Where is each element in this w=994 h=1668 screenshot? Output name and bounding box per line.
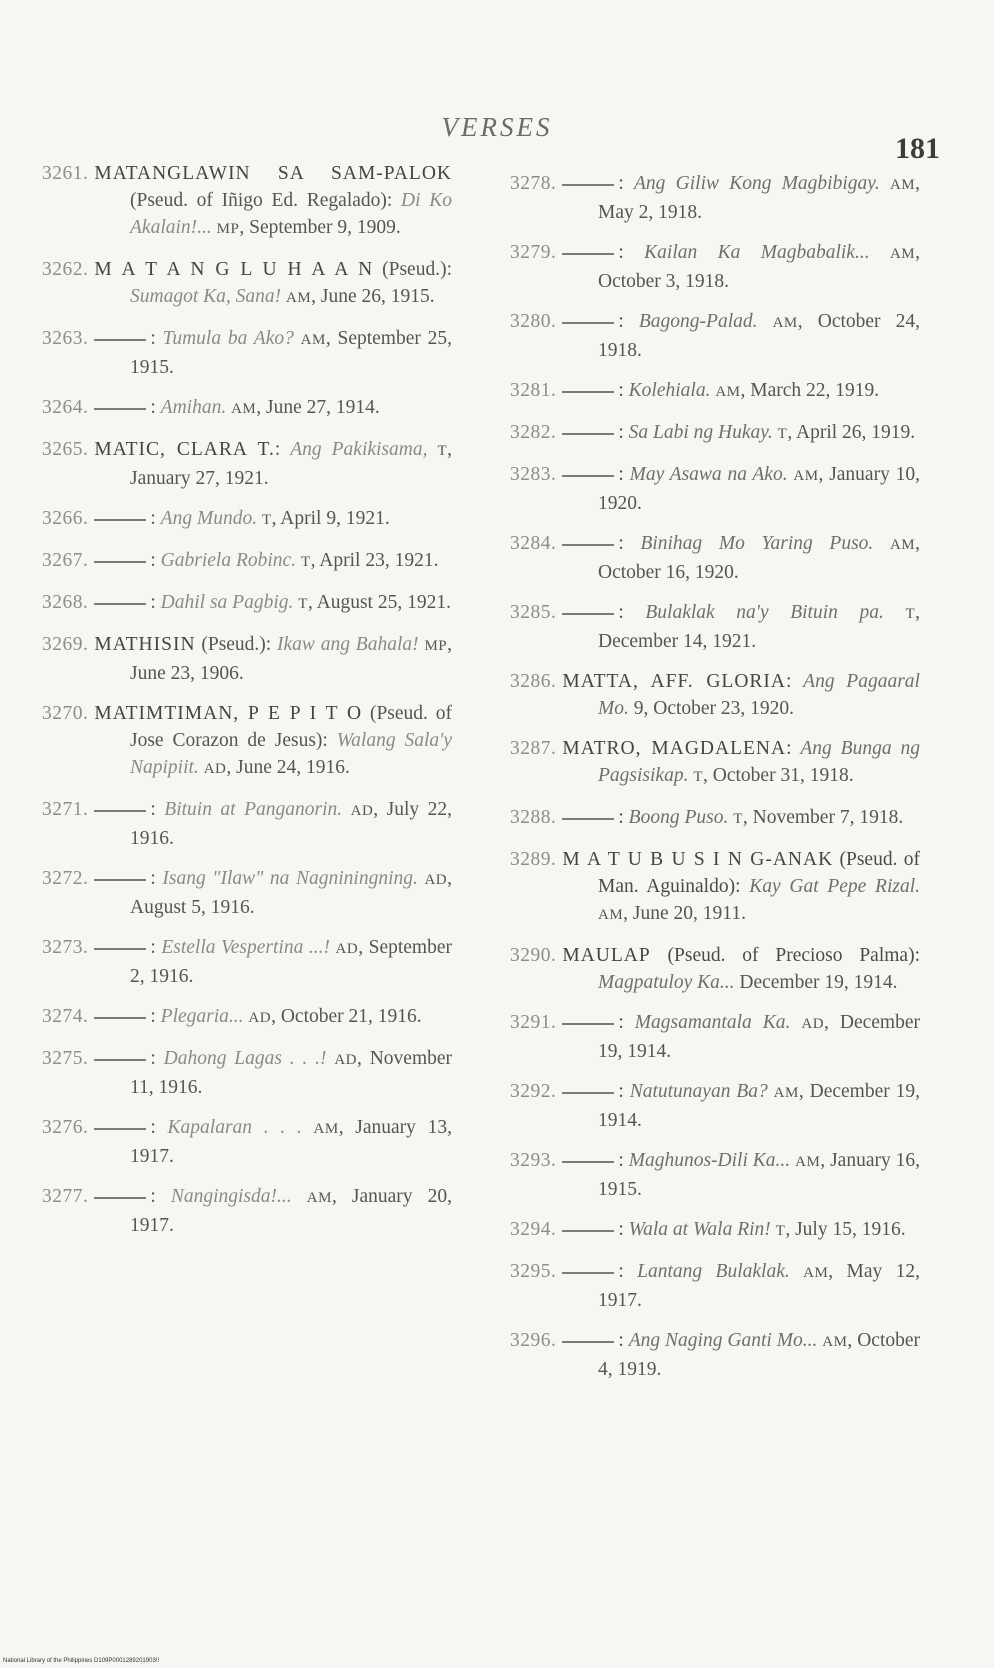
ditto-dash bbox=[94, 408, 146, 410]
entry-title: Maghunos-Dili Ka... bbox=[628, 1150, 791, 1171]
bibliography-entry bbox=[510, 170, 920, 226]
entry-text: (Pseud.): bbox=[373, 259, 452, 280]
bibliography-entry bbox=[42, 700, 452, 783]
bibliography-entry bbox=[42, 394, 452, 423]
ditto-dash bbox=[562, 1023, 614, 1025]
entry-title: Gabriela Robinc. bbox=[160, 550, 297, 571]
entry-publication: T bbox=[300, 554, 311, 570]
entry-title: Dahong Lagas . . .! bbox=[163, 1048, 327, 1069]
entry-author: M A T U B U S I N G-ANAK bbox=[562, 849, 834, 870]
entry-publication: AM bbox=[772, 315, 798, 331]
entry-text: : bbox=[786, 671, 804, 692]
entry-text: : bbox=[150, 937, 162, 958]
entry-date: , October 4, 1919. bbox=[598, 1330, 921, 1380]
entry-number: 3279. bbox=[510, 242, 557, 263]
bibliography-entry bbox=[42, 796, 452, 852]
entry-number: 3262. bbox=[42, 259, 89, 280]
bibliography-entry bbox=[510, 1327, 920, 1383]
ditto-dash bbox=[562, 818, 614, 820]
entry-title: Bulaklak na'y Bituin pa. bbox=[645, 602, 884, 623]
entry-title: Ikaw ang Bahala! bbox=[277, 634, 419, 655]
entry-date: , June 27, 1914. bbox=[256, 397, 380, 418]
bibliography-entry bbox=[42, 865, 452, 921]
ditto-dash bbox=[562, 253, 614, 255]
bibliography-entry bbox=[510, 239, 920, 295]
entry-date: , October 24, 1918. bbox=[598, 311, 920, 361]
entry-number: 3285. bbox=[510, 602, 557, 623]
entry-text: : bbox=[150, 550, 161, 571]
ditto-dash bbox=[94, 879, 146, 881]
page-number: 181 bbox=[895, 132, 940, 165]
entry-number: 3271. bbox=[42, 799, 89, 820]
entry-publication: T bbox=[298, 596, 308, 612]
entry-publication: AM bbox=[795, 1154, 821, 1170]
entry-title: Sumagot Ka, Sana! bbox=[130, 286, 282, 307]
entry-date: , March 22, 1919. bbox=[740, 380, 880, 401]
entry-text: : bbox=[150, 868, 163, 889]
entry-number: 3264. bbox=[42, 397, 89, 418]
entry-date: , May 2, 1918. bbox=[598, 173, 921, 223]
bibliography-entry bbox=[42, 325, 452, 381]
entry-date: , November 7, 1918. bbox=[742, 807, 904, 828]
bibliography-entry bbox=[510, 530, 920, 586]
entry-author: MATHISIN bbox=[94, 634, 196, 655]
entry-author: MATTA, AFF. GLORIA bbox=[562, 671, 786, 692]
entry-publication: AM bbox=[306, 1190, 332, 1206]
bibliography-entry bbox=[42, 436, 452, 492]
entry-title: Kay Gat Pepe Rizal. bbox=[749, 876, 921, 897]
bibliography-entry bbox=[510, 1009, 920, 1065]
entry-publication: T bbox=[905, 606, 916, 622]
entry-date: , July 22, 1916. bbox=[130, 799, 453, 849]
ditto-dash bbox=[562, 1092, 614, 1094]
entry-publication: AM bbox=[822, 1334, 848, 1350]
entry-date: , January 10, 1920. bbox=[598, 464, 920, 514]
entry-number: 3267. bbox=[42, 550, 89, 571]
entry-date: , December 19, 1914. bbox=[598, 1012, 920, 1062]
entry-title: Amihan. bbox=[160, 397, 227, 418]
entry-number: 3263. bbox=[42, 328, 89, 349]
entry-publication: AM bbox=[598, 907, 624, 923]
entry-title: Boong Puso. bbox=[628, 807, 729, 828]
entry-title: Isang "Ilaw" na Nagniningning. bbox=[162, 868, 418, 889]
entry-title: Ang Mundo. bbox=[160, 508, 258, 529]
entry-date: , December 14, 1921. bbox=[598, 602, 921, 652]
entry-publication: AD bbox=[801, 1016, 825, 1032]
entry-title: Kapalaran . . . bbox=[167, 1117, 302, 1138]
entry-date: , October 3, 1918. bbox=[598, 242, 920, 292]
entry-number: 3288. bbox=[510, 807, 557, 828]
entry-author: MATIC, CLARA T. bbox=[94, 439, 275, 460]
entry-number: 3280. bbox=[510, 311, 557, 332]
entry-text: : bbox=[618, 242, 645, 263]
entry-title: Magsamantala Ka. bbox=[634, 1012, 791, 1033]
entry-date: , January 27, 1921. bbox=[130, 439, 452, 489]
entry-number: 3278. bbox=[510, 173, 557, 194]
entry-text: : bbox=[150, 1186, 171, 1207]
entry-publication: AM bbox=[313, 1121, 339, 1137]
entry-publication: T bbox=[693, 769, 704, 785]
entry-title: Dahil sa Pagbig. bbox=[160, 592, 294, 613]
entry-title: Magpatuloy Ka... bbox=[598, 972, 735, 993]
entry-title: Kolehiala. bbox=[628, 380, 711, 401]
entry-text: (Pseud. of Iñigo Ed. Regalado): bbox=[130, 190, 402, 211]
entry-title: Natutunayan Ba? bbox=[629, 1081, 768, 1102]
ditto-dash bbox=[562, 544, 614, 546]
entry-text: : bbox=[786, 738, 801, 759]
entry-number: 3283. bbox=[510, 464, 557, 485]
entry-title: Lantang Bulaklak. bbox=[637, 1261, 790, 1282]
entry-date: , September 2, 1916. bbox=[130, 937, 452, 987]
bibliography-entry bbox=[510, 804, 920, 833]
entry-text: : bbox=[618, 311, 639, 332]
bibliography-entry bbox=[510, 846, 920, 929]
entry-publication: AM bbox=[286, 290, 312, 306]
entry-number: 3274. bbox=[42, 1006, 89, 1027]
entry-publication: AD bbox=[350, 803, 374, 819]
entry-author: MATIMTIMAN, P E P I T O bbox=[94, 703, 363, 724]
bibliography-entry bbox=[42, 1183, 452, 1239]
entry-text: : bbox=[274, 439, 291, 460]
bibliography-entry bbox=[510, 735, 920, 791]
entry-text: : bbox=[150, 592, 161, 613]
bibliography-entry bbox=[42, 547, 452, 576]
entry-number: 3294. bbox=[510, 1219, 557, 1240]
entry-text: : bbox=[618, 1330, 629, 1351]
entry-number: 3290. bbox=[510, 945, 557, 966]
bibliography-entry bbox=[510, 1216, 920, 1245]
bibliography-entry bbox=[510, 461, 920, 517]
entry-date: , April 26, 1919. bbox=[787, 422, 916, 443]
entry-number: 3276. bbox=[42, 1117, 89, 1138]
entry-publication: AM bbox=[889, 537, 916, 553]
entry-text: : bbox=[150, 1006, 161, 1027]
entry-date: , April 9, 1921. bbox=[271, 508, 390, 529]
entry-title: Sa Labi ng Hukay. bbox=[628, 422, 773, 443]
entry-date: , September 25, 1915. bbox=[130, 328, 453, 378]
entry-date: , May 12, 1917. bbox=[598, 1261, 921, 1311]
bibliography-entry bbox=[510, 942, 920, 996]
bibliography-entry bbox=[42, 1114, 452, 1170]
entry-title: Ang Pakikisama, bbox=[290, 439, 428, 460]
entry-date: , August 25, 1921. bbox=[307, 592, 451, 613]
entry-title: Walang Sala'y Napipiit. bbox=[130, 730, 452, 778]
entry-number: 3275. bbox=[42, 1048, 89, 1069]
bibliography-entry bbox=[42, 934, 452, 990]
entry-number: 3269. bbox=[42, 634, 89, 655]
entry-number: 3265. bbox=[42, 439, 89, 460]
entry-title: Ang Bunga ng Pagsisikap. bbox=[598, 738, 920, 786]
entry-publication: AM bbox=[715, 384, 741, 400]
entry-number: 3286. bbox=[510, 671, 557, 692]
entry-date: , June 24, 1916. bbox=[226, 757, 350, 778]
entry-publication: AM bbox=[889, 246, 916, 262]
bibliography-entry bbox=[42, 160, 452, 243]
ditto-dash bbox=[562, 322, 614, 324]
entry-text: : bbox=[150, 328, 163, 349]
entry-text: : bbox=[618, 1150, 629, 1171]
entry-text: : bbox=[618, 422, 629, 443]
entry-text: : bbox=[618, 602, 646, 623]
entry-publication: AD bbox=[248, 1010, 272, 1026]
entry-publication: AM bbox=[803, 1265, 829, 1281]
ditto-dash bbox=[562, 613, 614, 615]
entry-number: 3296. bbox=[510, 1330, 557, 1351]
entry-number: 3282. bbox=[510, 422, 557, 443]
entry-publication: AM bbox=[773, 1085, 799, 1101]
entry-text: : bbox=[618, 1012, 635, 1033]
entry-text: : bbox=[150, 1117, 168, 1138]
entry-date: , June 20, 1911. bbox=[623, 903, 746, 924]
entry-date: , July 15, 1916. bbox=[785, 1219, 906, 1240]
entry-text: : bbox=[618, 464, 630, 485]
entry-text: : bbox=[618, 1261, 638, 1282]
entry-number: 3295. bbox=[510, 1261, 557, 1282]
ditto-dash bbox=[562, 1161, 614, 1163]
entry-date: 9, October 23, 1920. bbox=[628, 698, 795, 719]
entry-number: 3268. bbox=[42, 592, 89, 613]
entry-author: M A T A N G L U H A A N bbox=[94, 259, 374, 280]
entry-author: MAULAP bbox=[562, 945, 651, 966]
bibliography-entry bbox=[42, 256, 452, 312]
entry-publication: AD bbox=[334, 1052, 358, 1068]
ditto-dash bbox=[94, 519, 146, 521]
entry-publication: T bbox=[775, 1223, 786, 1239]
entry-date: , April 23, 1921. bbox=[310, 550, 439, 571]
entry-date: , November 11, 1916. bbox=[130, 1048, 453, 1098]
entry-text: (Pseud. of Jose Corazon de Jesus): bbox=[130, 703, 452, 751]
entry-publication: AM bbox=[889, 177, 916, 193]
ditto-dash bbox=[94, 1059, 146, 1061]
entry-publication: AM bbox=[300, 332, 326, 348]
entry-number: 3284. bbox=[510, 533, 557, 554]
bibliography-entry bbox=[510, 599, 920, 655]
ditto-dash bbox=[562, 184, 614, 186]
entry-publication: MP bbox=[424, 638, 448, 654]
entry-text: : bbox=[618, 807, 629, 828]
entry-title: Nangingisda!... bbox=[170, 1186, 292, 1207]
entry-title: Tumula ba Ako? bbox=[162, 328, 294, 349]
ditto-dash bbox=[94, 1128, 146, 1130]
ditto-dash bbox=[562, 475, 614, 477]
entry-number: 3277. bbox=[42, 1186, 89, 1207]
entry-number: 3292. bbox=[510, 1081, 557, 1102]
entry-publication: AD bbox=[203, 761, 227, 777]
entry-title: Bituin at Panganorin. bbox=[164, 799, 343, 820]
entry-text: : bbox=[618, 1219, 629, 1240]
bibliography-entry bbox=[42, 1045, 452, 1101]
entry-title: Kailan Ka Magbabalik... bbox=[644, 242, 870, 263]
entry-title: Binihag Mo Yaring Puso. bbox=[640, 533, 874, 554]
entry-number: 3270. bbox=[42, 703, 89, 724]
entry-text: : bbox=[618, 533, 641, 554]
entry-date: , September 9, 1909. bbox=[239, 217, 401, 238]
entry-publication: T bbox=[733, 811, 743, 827]
ditto-dash bbox=[562, 1272, 614, 1274]
entry-date: , October 21, 1916. bbox=[271, 1006, 422, 1027]
entry-text: : bbox=[150, 799, 165, 820]
bibliography-entry bbox=[510, 668, 920, 722]
entry-title: Di Ko Akalain!... bbox=[130, 190, 453, 238]
bibliography-entry bbox=[42, 589, 452, 618]
ditto-dash bbox=[94, 561, 146, 563]
entry-publication: AM bbox=[231, 401, 257, 417]
bibliography-entry bbox=[510, 308, 920, 364]
ditto-dash bbox=[562, 1230, 614, 1232]
entry-title: May Asawa na Ako. bbox=[629, 464, 788, 485]
entry-author: MATANGLAWIN SA SAM-PALOK bbox=[94, 163, 452, 184]
entry-date: , August 5, 1916. bbox=[130, 868, 452, 918]
entry-title: Estella Vespertina ...! bbox=[161, 937, 330, 958]
entry-date: December 19, 1914. bbox=[734, 972, 898, 993]
ditto-dash bbox=[94, 810, 146, 812]
ditto-dash bbox=[562, 391, 614, 393]
entry-text: : bbox=[618, 173, 635, 194]
entry-text: : bbox=[150, 508, 161, 529]
entry-publication: AD bbox=[424, 872, 448, 888]
entry-title: Ang Giliw Kong Magbibigay. bbox=[634, 173, 880, 194]
entry-text: : bbox=[150, 1048, 164, 1069]
entry-number: 3281. bbox=[510, 380, 557, 401]
bibliography-entry bbox=[42, 505, 452, 534]
entry-date: , January 20, 1917. bbox=[130, 1186, 452, 1236]
entry-publication: MP bbox=[216, 221, 240, 237]
entry-text: : bbox=[150, 397, 161, 418]
entry-date: , December 19, 1914. bbox=[598, 1081, 921, 1131]
entry-title: Plegaria... bbox=[160, 1006, 244, 1027]
ditto-dash bbox=[94, 603, 146, 605]
ditto-dash bbox=[94, 1017, 146, 1019]
entry-date: , January 16, 1915. bbox=[598, 1150, 921, 1200]
entry-number: 3273. bbox=[42, 937, 89, 958]
entry-number: 3272. bbox=[42, 868, 89, 889]
entry-title: Ang Naging Ganti Mo... bbox=[628, 1330, 818, 1351]
entry-number: 3293. bbox=[510, 1150, 557, 1171]
running-head: VERSES bbox=[441, 112, 553, 142]
entry-number: 3291. bbox=[510, 1012, 557, 1033]
entry-number: 3289. bbox=[510, 849, 557, 870]
entry-date: , January 13, 1917. bbox=[130, 1117, 453, 1167]
entry-publication: AD bbox=[335, 941, 359, 957]
bibliography-entry bbox=[510, 1078, 920, 1134]
entry-text: : bbox=[618, 380, 629, 401]
bibliography-entry bbox=[510, 1258, 920, 1314]
footer-watermark: National Library of the Philippines D109P0001289201903!! bbox=[3, 1658, 160, 1664]
entry-number: 3287. bbox=[510, 738, 557, 759]
ditto-dash bbox=[94, 339, 146, 341]
entry-number: 3266. bbox=[42, 508, 89, 529]
entry-title: Wala at Wala Rin! bbox=[628, 1219, 771, 1240]
entry-publication: T bbox=[777, 426, 788, 442]
bibliography-entry bbox=[510, 1147, 920, 1203]
entry-title: Bagong-Palad. bbox=[638, 311, 758, 332]
entry-number: 3261. bbox=[42, 163, 89, 184]
entry-publication: AM bbox=[793, 468, 819, 484]
entry-date: , June 26, 1915. bbox=[311, 286, 435, 307]
entry-title: Ang Pagaaral Mo. bbox=[598, 671, 920, 719]
ditto-dash bbox=[94, 1197, 146, 1199]
bibliography-entry bbox=[510, 419, 920, 448]
ditto-dash bbox=[94, 948, 146, 950]
entry-date: , June 23, 1906. bbox=[130, 634, 452, 684]
entry-text: (Pseud. of Precioso Palma): bbox=[650, 945, 920, 966]
entry-text: (Pseud.): bbox=[195, 634, 278, 655]
ditto-dash bbox=[562, 433, 614, 435]
bibliography-entry bbox=[510, 377, 920, 406]
bibliography-entry bbox=[42, 1003, 452, 1032]
entry-date: , October 16, 1920. bbox=[598, 533, 920, 583]
entry-date: , October 31, 1918. bbox=[703, 765, 854, 786]
left-column bbox=[42, 160, 452, 1252]
entry-publication: T bbox=[261, 512, 272, 528]
entry-publication: T bbox=[437, 443, 448, 459]
ditto-dash bbox=[562, 1341, 614, 1343]
bibliography-entry bbox=[42, 631, 452, 687]
entry-author: MATRO, MAGDALENA bbox=[562, 738, 787, 759]
entry-text: : bbox=[618, 1081, 630, 1102]
entry-text: (Pseud. of Man. Aguinaldo): bbox=[598, 849, 920, 897]
right-column bbox=[510, 170, 920, 1396]
